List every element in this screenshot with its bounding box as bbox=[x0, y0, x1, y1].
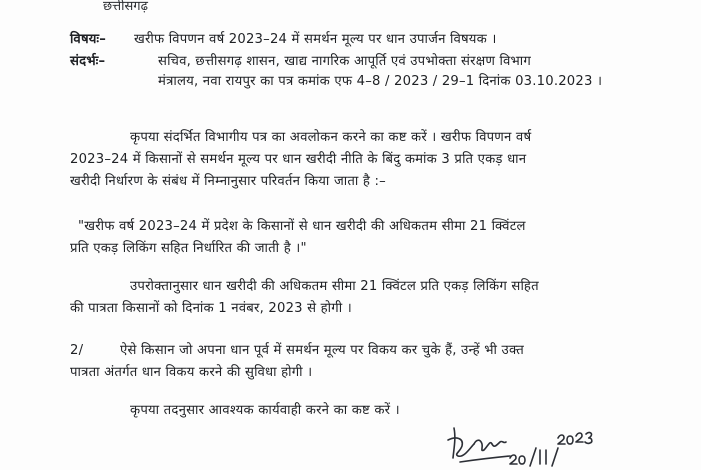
point-number: 2/ bbox=[70, 343, 84, 358]
state-header: छत्तीसगढ़ bbox=[103, 0, 148, 14]
subject-text: खरीफ विपणन वर्ष 2023–24 में समर्थन मूल्य पर धान उपार्जन विषयक । bbox=[134, 32, 497, 47]
closing-line: कृपया तदनुसार आवश्यक कार्यवाही करने का कष्ट करें । bbox=[130, 403, 400, 418]
subject-label: विषयः– bbox=[70, 32, 107, 47]
reference-line-1: सचिव, छत्तीसगढ़ शासन, खाद्य नागरिक आपूर्ति एवं उपभोक्ता संरक्षण विभाग bbox=[158, 54, 531, 69]
quote-line-2: प्रति एकड़ लिकिंग सहित निर्धारित की जाती है ।" bbox=[70, 241, 307, 256]
point2-line-1: ऐसे किसान जो अपना धान पूर्व में समर्थन मूल्य पर विकय कर चुके हैं, उन्हें भी उक्त bbox=[120, 343, 524, 358]
handwritten-signature bbox=[440, 418, 600, 470]
para1-line-1: कृपया संदर्भित विभागीय पत्र का अवलोकन करने का कष्ट करें । खरीफ विपणन वर्ष bbox=[130, 130, 532, 145]
para2-line-2: की पात्रता किसानों को दिनांक 1 नवंबर, 2023 से होगी । bbox=[70, 301, 352, 316]
reference-label: संदर्भः– bbox=[70, 54, 106, 69]
signature-drawing bbox=[440, 418, 600, 470]
para2-line-1: उपरोक्तानुसार धान खरीदी की अधिकतम सीमा 21 क्विंटल प्रति एकड़ लिकिंग सहित bbox=[130, 279, 539, 294]
para1-line-2: 2023–24 में किसानों से समर्थन मूल्य पर धान खरीदी नीति के बिंदु कमांक 3 प्रति एकड़ धान bbox=[70, 152, 527, 167]
para1-line-3: खरीदी निर्धारण के संबंध में निम्नानुसार परिवर्तन किया जाता है :– bbox=[70, 174, 386, 189]
reference-line-2: मंत्रालय, नवा रायपुर का पत्र कमांक एफ 4–8 / 2023 / 29–1 दिनांक 03.10.2023 । bbox=[158, 74, 603, 89]
quote-line-1: "खरीफ वर्ष 2023–24 में प्रदेश के किसानों से धान खरीदी की अधिकतम सीमा 21 क्विंटल bbox=[78, 219, 526, 234]
point2-line-2: पात्रता अंतर्गत धान विकय करने की सुविधा होगी । bbox=[70, 365, 313, 380]
